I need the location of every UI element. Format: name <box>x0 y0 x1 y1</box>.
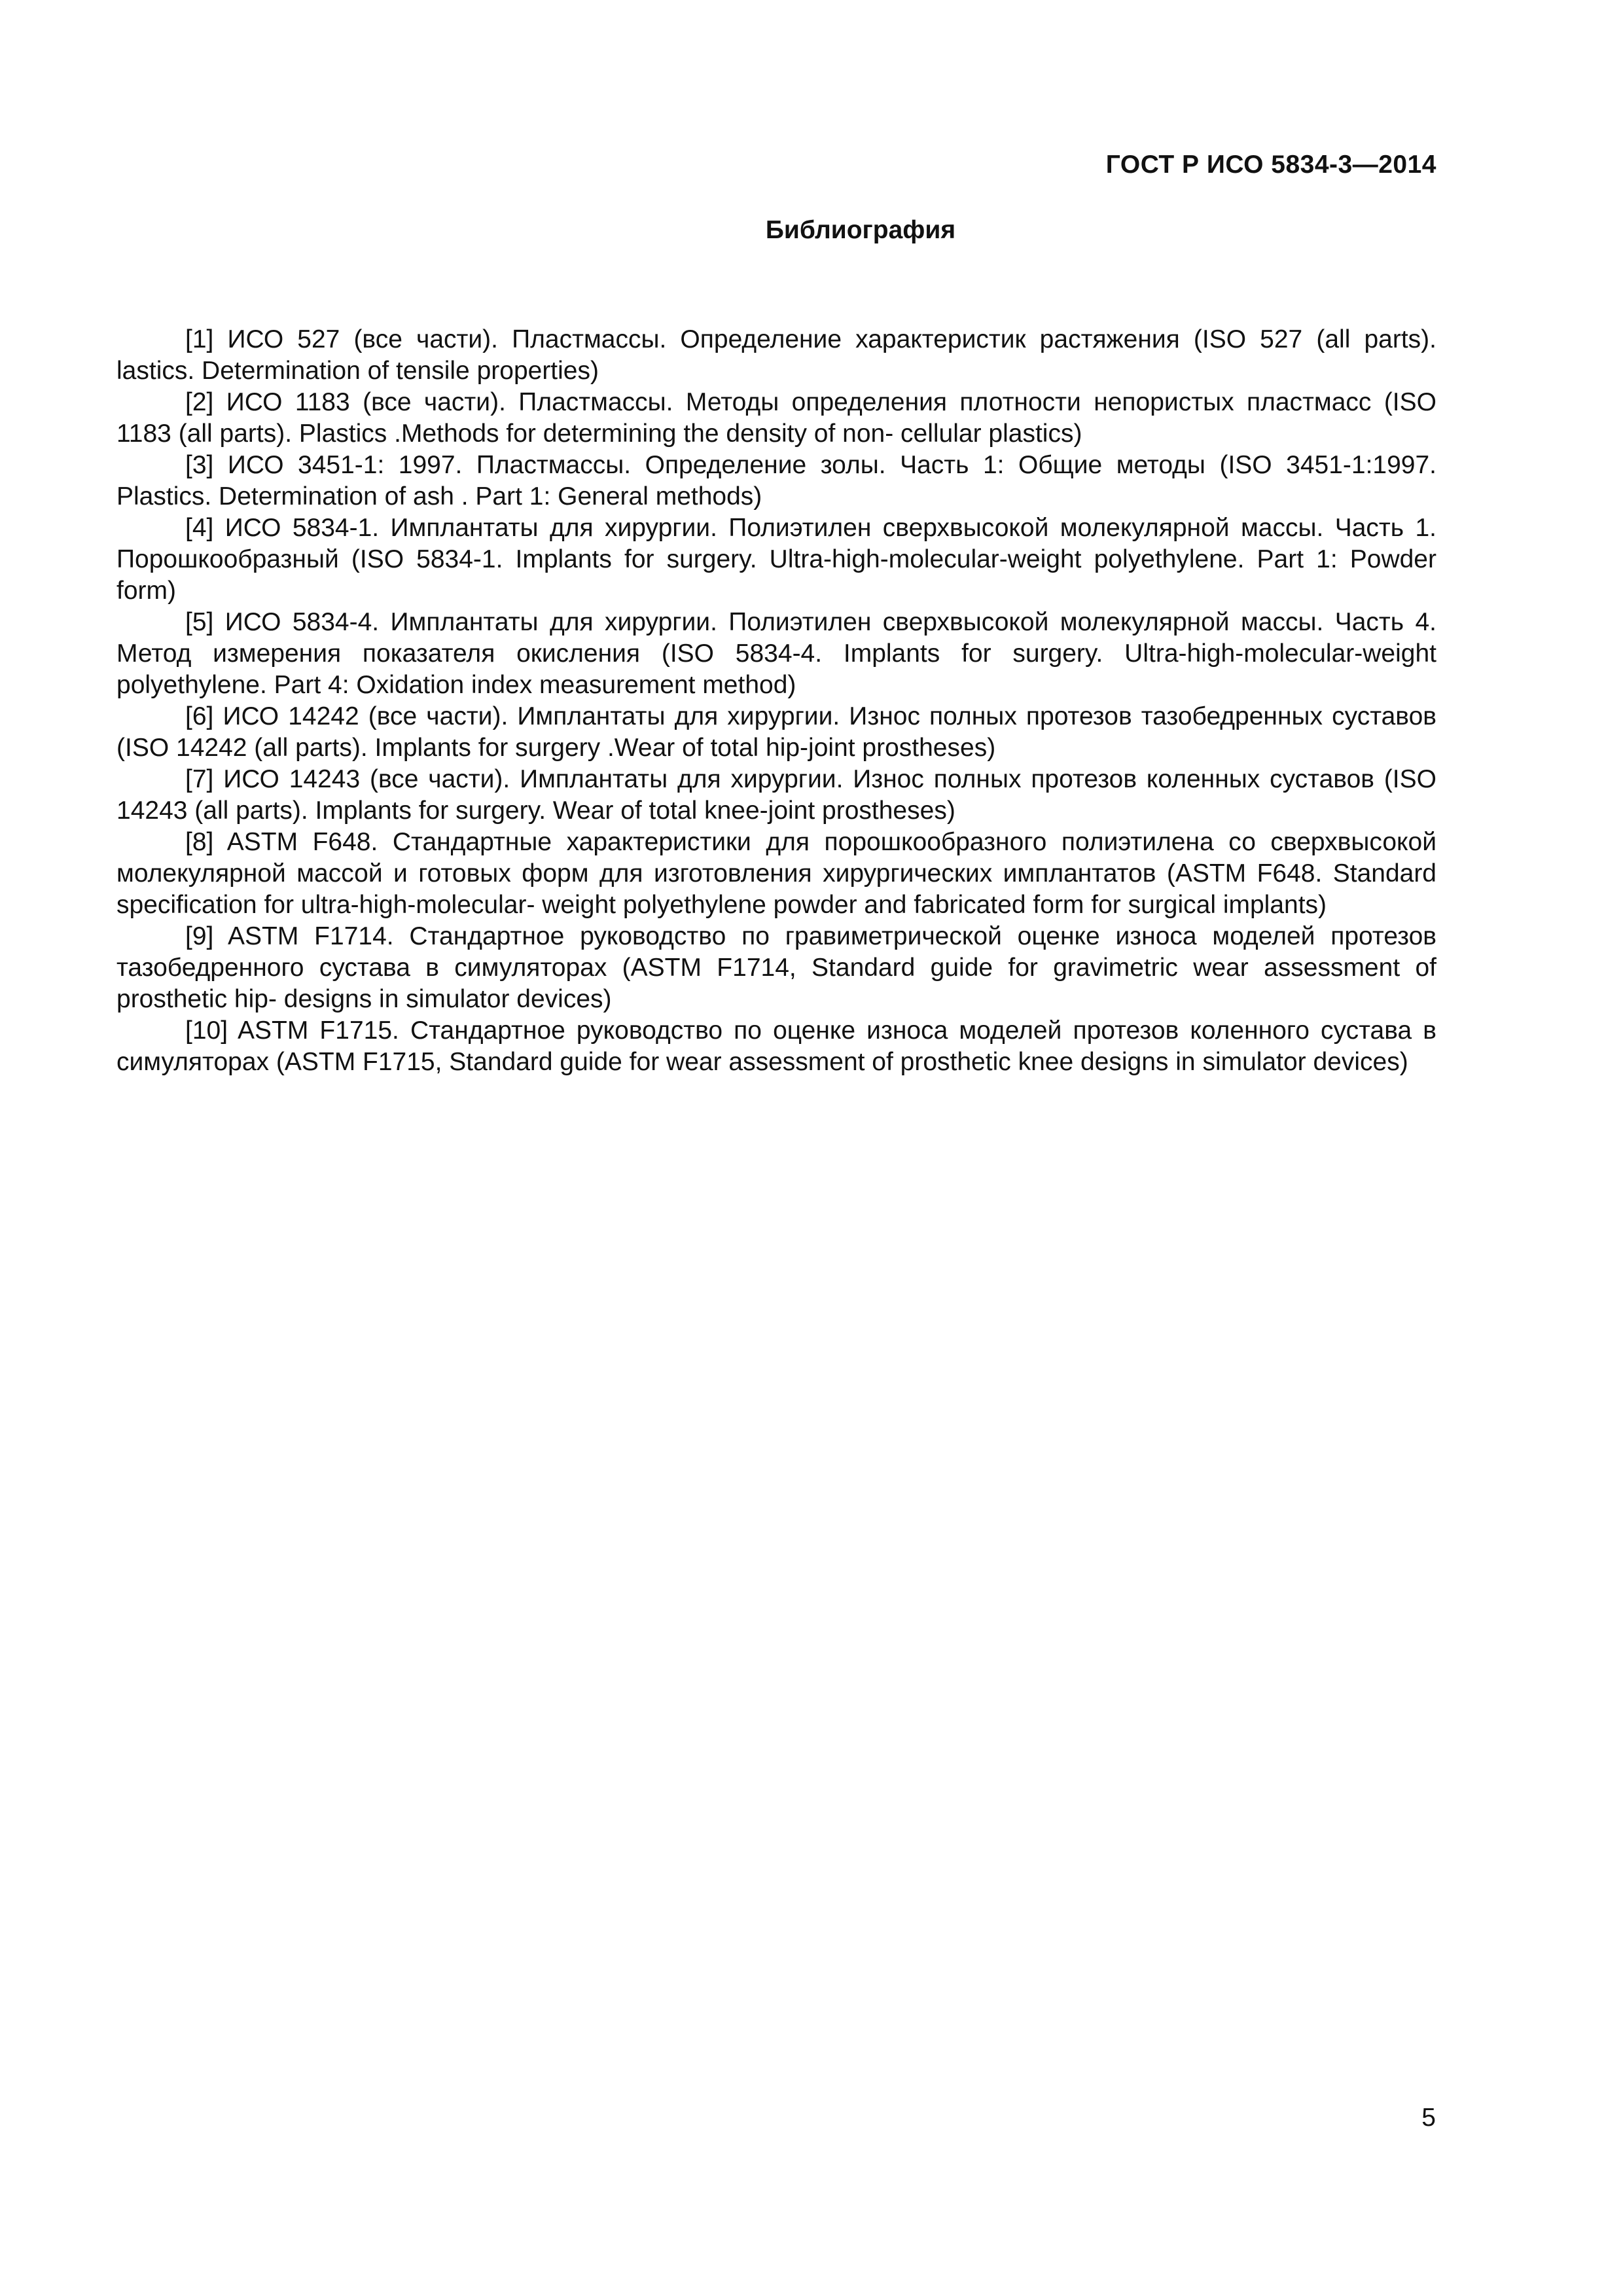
bibliography-list <box>116 324 1436 1078</box>
bibliography-entry: [6] ИСО 14242 (все части). Имплантаты для хирургии. Износ полных протезов тазобедренных суставов (ISO 14242 (all parts). Implants for surgery .Wear of total hip-joint prostheses) <box>116 702 1436 762</box>
bibliography-entry: [5] ИСО 5834-4. Имплантаты для хирургии. Полиэтилен сверхвысокой молекулярной массы. Часть 4. Метод измерения показателя окисления (ISO 5834-4. Implants for surgery. Ultra-high-molecular-weight polyethylene. Part 4: Oxidation index measurement method) <box>116 608 1436 699</box>
bibliography-entry: [7] ИСО 14243 (все части). Имплантаты для хирургии. Износ полных протезов коленных суставов (ISO 14243 (all parts). Implants for surgery. Wear of total knee-joint prostheses) <box>116 765 1436 825</box>
page-number: 5 <box>1421 2104 1436 2132</box>
bibliography-entry: [10] ASTM F1715. Стандартное руководство по оценке износа моделей протезов коленного сустава в симуляторах (ASTM F1715, Standard guide for wear assessment of prosthetic knee designs in simulator devices) <box>116 1016 1436 1076</box>
document-code-header: ГОСТ Р ИСО 5834-3—2014 <box>1105 151 1436 179</box>
bibliography-entry: [8] ASTM F648. Стандартные характеристики для порошкообразного полиэтилена со сверхвысокой молекулярной массой и готовых форм для изготовления хирургических имплантатов (ASTM F648. Standard specification for ultra-high-molecular- weight polyethylene powder and fabricated form for surgical implants) <box>116 828 1436 919</box>
bibliography-entry: [2] ИСО 1183 (все части). Пластмассы. Методы определения плотности непористых пластмасс (ISO 1183 (all parts). Plastics .Methods for determining the density of non- cellular plastics) <box>116 388 1436 448</box>
page-title: Библиография <box>765 216 956 244</box>
bibliography-entry: [3] ИСО 3451-1: 1997. Пластмассы. Определение золы. Часть 1: Общие методы (ISO 3451-1:1997. Plastics. Determination of ash . Part 1: General methods) <box>116 451 1436 511</box>
bibliography-entry: [1] ИСО 527 (все части). Пластмассы. Определение характеристик растяжения (ISO 527 (all parts). lastics. Determination of tensile properties) <box>116 325 1436 385</box>
bibliography-entry: [4] ИСО 5834-1. Имплантаты для хирургии. Полиэтилен сверхвысокой молекулярной массы. Часть 1. Порошкообразный (ISO 5834-1. Implants for surgery. Ultra-high-molecular-weight polyethylene. Part 1: Powder form) <box>116 514 1436 605</box>
bibliography-entry: [9] ASTM F1714. Стандартное руководство по гравиметрической оценке износа моделей протезов тазобедренного сустава в симуляторах (ASTM F1714, Standard guide for gravimetric wear assessment of prosthetic hip- designs in simulator devices) <box>116 922 1436 1013</box>
